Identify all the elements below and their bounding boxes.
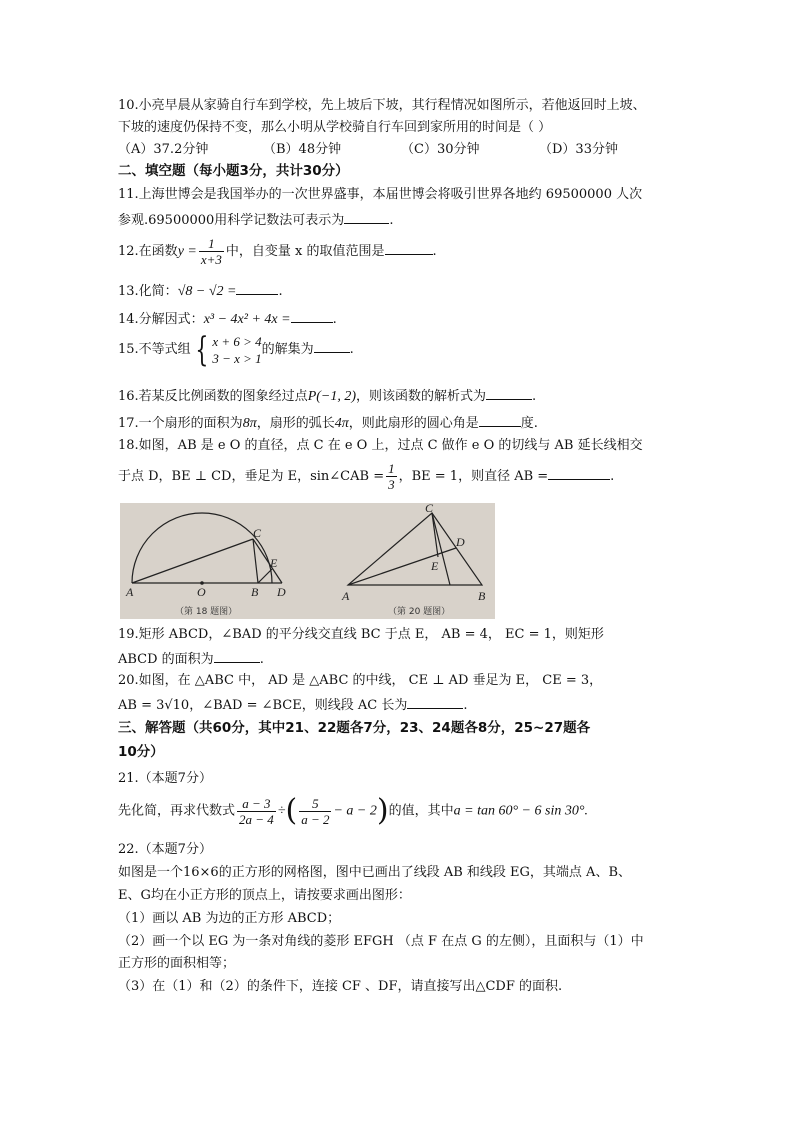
q10-choice-d: （D）33分钟 xyxy=(539,142,618,157)
q13-prefix: 13.化简： xyxy=(118,284,178,299)
q15-system xyxy=(212,333,261,367)
q20-line1: 20.如图，在 △ABC 中， AD 是 △ABC 的中线， CE ⊥ AD 垂足为 E， CE = 3， xyxy=(118,673,603,688)
q11-text: 参观.69500000用科学记数法可表示为 xyxy=(118,213,345,228)
q16: 16.若某反比例函数的图象经过点P(−1, 2)，则该函数的解析式为 . xyxy=(118,386,536,405)
answer-blank xyxy=(548,466,610,480)
q17-prefix: 17.一个扇形的面积为 xyxy=(118,416,243,431)
q18-num: 1 xyxy=(388,461,395,476)
q15-prefix: 15.不等式组 xyxy=(118,342,191,357)
fig18-label-d: D xyxy=(277,585,286,599)
q18-text-b: ，BE = 1，则直径 AB = xyxy=(398,469,549,484)
q11-line2: 参观.69500000用科学记数法可表示为 . xyxy=(118,210,393,229)
q22-item1: （1）画以 AB 为边的正方形 ABCD； xyxy=(118,911,341,926)
q20-line2: AB = 3√10，∠BAD = ∠BCE，则线段 AC 长为 . xyxy=(118,695,467,714)
fig18-label-c: C xyxy=(253,526,262,540)
paren-open: ( xyxy=(285,793,298,828)
fig18-label-o: O xyxy=(197,585,206,599)
q10-choice-b: （B）48分钟 xyxy=(263,142,342,157)
q14: 14.分解因式：x³ − 4x² + 4x = . xyxy=(118,309,337,328)
q14-prefix: 14.分解因式： xyxy=(118,312,204,327)
q22-item2a: （2）画一个以 EG 为一条对角线的菱形 EFGH （点 F 在点 G 的左侧），且面积与（1）中 xyxy=(118,934,644,949)
q10-line1: 10.小亮早晨从家骑自行车到学校，先上坡后下坡，其行程情况如图所示，若他返回时上坡、 xyxy=(118,98,646,113)
q16-suffix: ，则该函数的解析式为 xyxy=(356,389,487,404)
q21-fraction1 xyxy=(237,796,276,827)
q18-text-a: 于点 D，BE ⊥ CD，垂足为 E，sin∠CAB = xyxy=(118,469,385,484)
q16-text: 16.若某反比例函数的图象经过点 xyxy=(118,389,308,404)
q22-item2b: 正方形的面积相等； xyxy=(118,956,236,971)
q22-line2: E、G均在小正方形的顶点上，请按要求画出图形： xyxy=(118,888,411,903)
answer-blank xyxy=(236,281,278,295)
answer-blank xyxy=(214,649,260,663)
q12-num: 1 xyxy=(199,236,224,252)
q13: 13.化简：√8 − √2 = . xyxy=(118,281,283,300)
q21-f1-num: a − 3 xyxy=(237,796,276,812)
q13-expr: √8 − √2 = xyxy=(177,284,237,299)
q12-suffix: 中，自变量 x 的取值范围是 xyxy=(225,244,385,259)
q12-fraction xyxy=(199,236,224,267)
answer-blank xyxy=(486,386,532,400)
fig18-label-e: E xyxy=(270,556,278,570)
q21-div: ÷ xyxy=(277,803,286,819)
fig18-caption: （第 18 题图） xyxy=(175,607,238,617)
q20-text: AB = 3√10，∠BAD = ∠BCE，则线段 AC 长为 xyxy=(118,698,408,713)
section3-title-line1: 三、解答题（共60分，其中21、22题各7分，23、24题各8分，25~27题各 xyxy=(118,720,591,736)
fig18-label-b: B xyxy=(251,585,259,599)
answer-blank xyxy=(314,339,350,353)
q12-den: x+3 xyxy=(200,252,222,267)
q21-f1-den: 2a − 4 xyxy=(239,811,274,827)
q17-tail: ，则此扇形的圆心角是 xyxy=(348,416,479,431)
q21-header: 21.（本题7分） xyxy=(118,771,212,786)
q15-suffix: 的解集为 xyxy=(261,342,314,357)
q15-row1: x + 6 > 4 xyxy=(212,333,262,349)
answer-blank xyxy=(407,695,463,709)
fig20-label-b: B xyxy=(478,589,486,603)
q10-choice-a: （A）37.2分钟 xyxy=(118,142,209,157)
q19-text: ABCD 的面积为 xyxy=(118,652,214,667)
q21-body xyxy=(118,790,588,833)
q14-expr: x³ − 4x² + 4x = xyxy=(203,312,291,327)
q18-line2: 于点 D，BE ⊥ CD，垂足为 E，sin∠CAB = $\frac{1}{3}$ ，BE = 1，则直径 AB = . xyxy=(118,461,615,492)
q21-rest: − a − 2 xyxy=(333,803,377,819)
fig20-label-d: D xyxy=(456,535,465,549)
section3-title-line2: 10分） xyxy=(118,744,164,760)
q17 xyxy=(118,413,538,432)
q11-line1: 11.上海世博会是我国举办的一次世界盛事，本届世博会将吸引世界各地约 69500000 人次 xyxy=(118,187,643,202)
q15: 15.不等式组 { x + 6 > 4 3 − x > 1 的解集为 . xyxy=(118,329,354,370)
q21-prefix: 先化简，再求代数式 xyxy=(118,803,236,819)
q17-arc: 4π xyxy=(334,416,349,431)
q12-prefix: 12.在函数 xyxy=(118,244,178,259)
q22-item3: （3）在（1）和（2）的条件下，连接 CF 、DF，请直接写出△CDF 的面积. xyxy=(118,979,563,994)
q15-row2: 3 − x > 1 xyxy=(212,350,262,366)
fig20-label-a: A xyxy=(342,589,350,603)
q19-line1: 19.矩形 ABCD，∠BAD 的平分线交直线 BC 于点 E， AB = 4， EC = 1，则矩形 xyxy=(118,627,604,642)
fig18-label-a: A xyxy=(126,585,134,599)
q10-choice-c: （C）30分钟 xyxy=(401,142,480,157)
section2-title: 二、填空题（每小题3分，共计30分） xyxy=(118,163,349,179)
q10-line2: 下坡的速度仍保持不变，那么小明从学校骑自行车回到家所用的时间是（ ） xyxy=(118,120,552,135)
q21-f2-den: a − 2 xyxy=(301,811,330,827)
q17-area: 8π xyxy=(242,416,257,431)
q10-choices xyxy=(118,141,684,158)
q18-den: 3 xyxy=(388,477,395,492)
q17-unit: 度. xyxy=(520,416,538,431)
fig20-caption: （第 20 题图） xyxy=(388,607,451,617)
answer-blank xyxy=(385,241,433,255)
q22-header: 22.（本题7分） xyxy=(118,842,212,857)
q21-f2-num: 5 xyxy=(299,796,331,812)
figures-photo xyxy=(120,503,495,619)
q22-line1: 如图是一个16×6的正方形的网格图，图中已画出了线段 AB 和线段 EG，其端点 A、B、 xyxy=(118,865,631,880)
fig20-label-c: C xyxy=(425,503,434,515)
q18-fraction xyxy=(386,461,397,492)
q21-condition: a = tan 60° − 6 sin 30°. xyxy=(453,803,588,819)
brace-symbol: { xyxy=(195,329,208,370)
answer-blank xyxy=(291,309,333,323)
answer-blank xyxy=(344,210,389,224)
paren-close: ) xyxy=(376,793,389,828)
q21-suffix: 的值，其中 xyxy=(388,803,454,819)
q21-fraction2 xyxy=(299,796,331,827)
answer-blank xyxy=(479,413,521,427)
q12: 12.在函数y = $\frac{1}{x+3}$ 中，自变量 x 的取值范围是 . xyxy=(118,236,437,267)
fig20-label-e: E xyxy=(431,559,439,573)
q12-y: y = xyxy=(177,244,197,259)
figures-svg xyxy=(120,503,495,619)
q19-line2: ABCD 的面积为 . xyxy=(118,649,264,668)
q17-mid: ，扇形的弧长 xyxy=(256,416,335,431)
q18-line1: 18.如图，AB 是 e O 的直径，点 C 在 e O 上，过点 C 做作 e O 的切线与 AB 延长线相交 xyxy=(118,438,643,453)
q16-point: P(−1, 2) xyxy=(307,389,357,404)
